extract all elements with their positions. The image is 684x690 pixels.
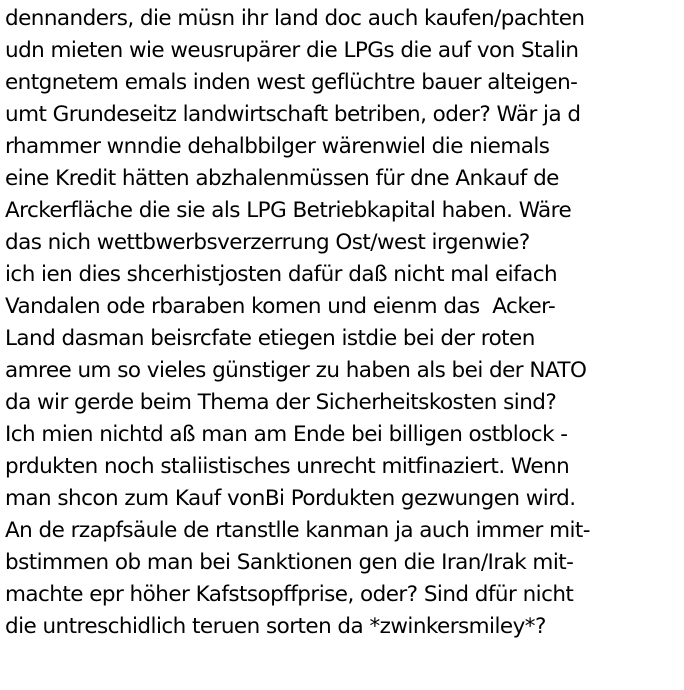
text-line: prdukten noch staliistisches unrecht mitfinaziert. Wenn [5, 454, 570, 479]
text-line: eine Kredit hätten abzhalenmüssen für dne Ankauf de [5, 166, 559, 191]
text-line: bstimmen ob man bei Sanktionen gen die Iran/Irak mit- [5, 550, 574, 575]
text-line: Vandalen ode rbaraben komen und eienm das Acker- [5, 294, 556, 319]
text-line: Ich mien nichtd aß man am Ende bei billigen ostblock - [5, 422, 568, 447]
text-line: ich ien dies shcerhistjosten dafür daß nicht mal eifach [5, 262, 558, 287]
text-line: entgnetem emals inden west geflüchtre bauer alteigen- [5, 70, 578, 95]
text-line: Arckerfläche die sie als LPG Betriebkapital haben. Wäre [5, 198, 572, 223]
text-line: amree um so vieles günstiger zu haben als bei der NATO [5, 358, 587, 383]
text-line: machte epr höher Kafstsopffprise, oder? Sind dfür nicht [5, 582, 574, 607]
text-line: udn mieten wie weusrupärer die LPGs die auf von Stalin [5, 38, 579, 63]
text-line: Land dasman beisrcfate etiegen istdie bei der roten [5, 326, 535, 351]
document-text [5, 3, 681, 643]
text-line: das nich wettbwerbsverzerrung Ost/west irgenwie? [5, 230, 530, 255]
text-line: die untreschidlich teruen sorten da *zwinkersmiley*? [5, 614, 546, 639]
text-line: An de rzapfsäule de rtanstlle kanman ja auch immer mit- [5, 518, 590, 543]
text-line: rhammer wnndie dehalbbilger wärenwiel die niemals [5, 134, 550, 159]
text-line: man shcon zum Kauf vonBi Pordukten gezwungen wird. [5, 486, 576, 511]
text-line: dennanders, die müsn ihr land doc auch kaufen/pachten [5, 6, 585, 31]
text-line: umt Grundeseitz landwirtschaft betriben, oder? Wär ja d [5, 102, 581, 127]
text-line: da wir gerde beim Thema der Sicherheitskosten sind? [5, 390, 557, 415]
